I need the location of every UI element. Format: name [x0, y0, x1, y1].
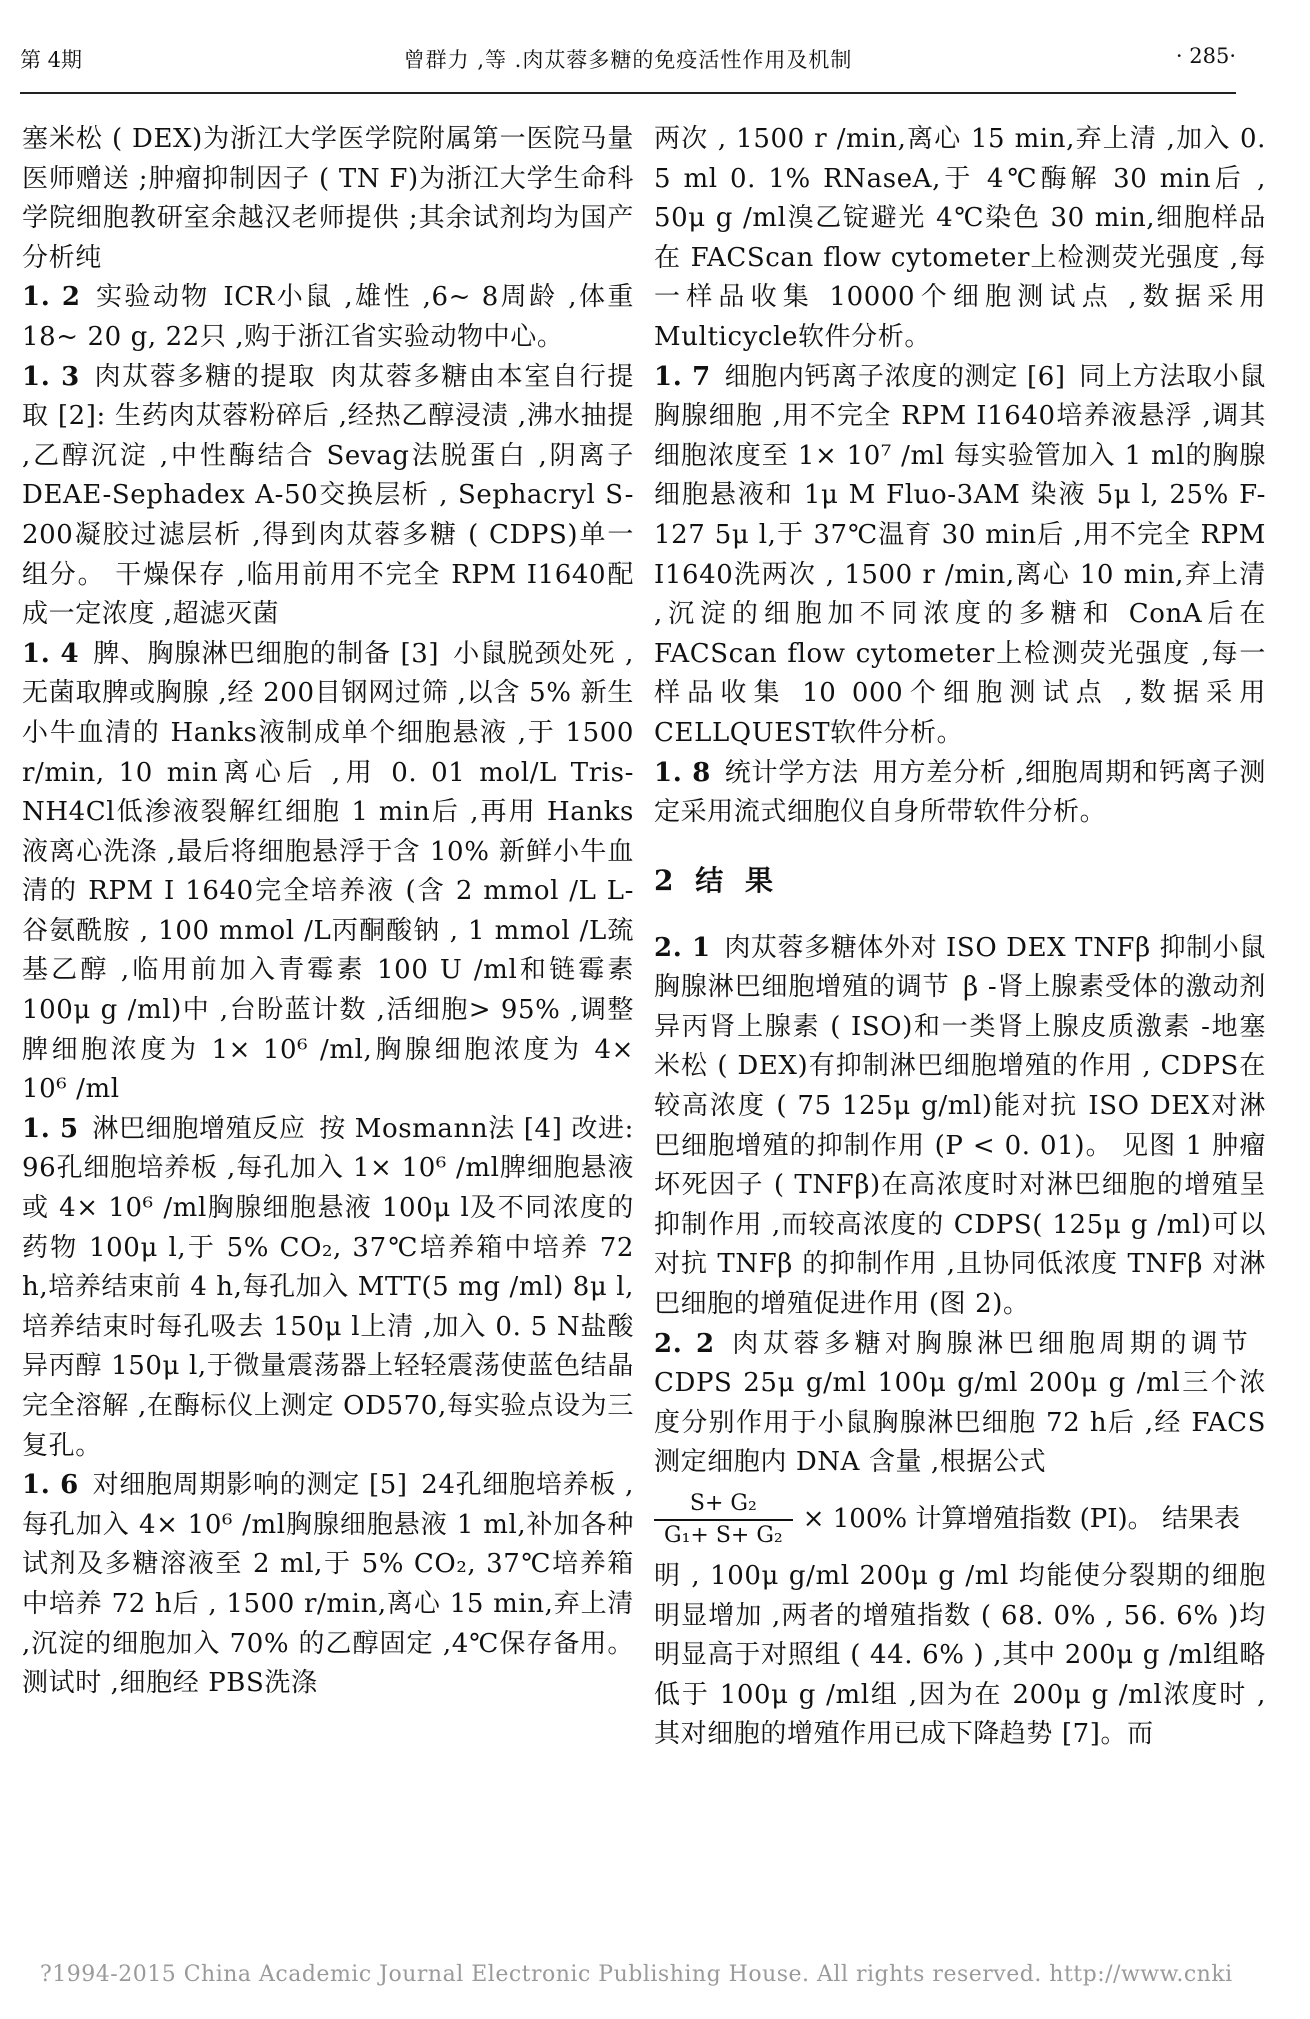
- fraction-denominator: G₁+ S+ G₂: [654, 1519, 793, 1551]
- header-rule: [20, 92, 1236, 94]
- formula-text: × 100% 计算增殖指数 (PI)。 结果表: [802, 1504, 1240, 1535]
- subsection-heading: 实验动物: [94, 282, 210, 313]
- subsection-heading: 肉苁蓉多糖的提取: [93, 361, 316, 392]
- subsection-number: 1. 7: [654, 361, 711, 392]
- right-column: [654, 120, 1266, 1755]
- fraction-numerator: S+ G₂: [689, 1491, 757, 1516]
- proliferation-index-formula: [654, 1489, 1266, 1551]
- subsection-1-7: 1. 7 细胞内钙离子浓度的测定 [6] 同上方法取小鼠胸腺细胞 ,用不完全 RPM I1640培养液悬浮 ,调其细胞浓度至 1× 10⁷ /ml 每实验管加入 1 ml的胸腺细胞悬液和 1μ M Fluo-3AM 染液 5μ l, 25% F-127 5μ l,于 37℃温育 30 min后 ,用不完全 RPM I1640洗两次 , 1500 r /min,离心 10 min,弃上清 ,沉淀的细胞加不同浓度的多糖和 ConA后在 FACScan flow cytometer上检测荧光强度 ,每一样品收集 10 000个细胞测试点 ,数据采用 CELLQUEST软件分析。: [654, 361, 1266, 748]
- left-column: [22, 120, 634, 1704]
- subsection-heading: 细胞内钙离子浓度的测定 [6]: [724, 361, 1066, 392]
- subsection-1-8: 1. 8 统计学方法 用方差分析 ,细胞周期和钙离子测定采用流式细胞仪自身所带软件分析。: [654, 757, 1266, 828]
- subsection-heading: 淋巴细胞增殖反应: [92, 1113, 306, 1144]
- subsection-1-4: 1. 4 脾、胸腺淋巴细胞的制备 [3] 小鼠脱颈处死 ,无菌取脾或胸腺 ,经 200目钢网过筛 ,以含 5% 新生小牛血清的 Hanks液制成单个细胞悬液 ,于 1500 r/min, 10 min离心后 ,用 0. 01 mol/L Tris-NH4Cl低渗液裂解红细胞 1 min后 ,再用 Hanks 液离心洗涤 ,最后将细胞悬浮于含 10% 新鲜小牛血清的 RPM I 1640完全培养液 (含 2 mmol /L L-谷氨酰胺 , 100 mmol /L丙酮酸钠 , 1 mmol /L巯基乙醇 ,临用前加入青霉素 100 U /ml和链霉素 100μ g /ml)中 ,台盼蓝计数 ,活细胞> 95% ,调整脾细胞浓度为 1× 10⁶ /ml,胸腺细胞浓度为 4× 10⁶ /ml: [22, 638, 634, 1105]
- subsection-2-2: 2. 2 肉苁蓉多糖对胸腺淋巴细胞周期的调节 CDPS 25μ g/ml 100μ g/ml 200μ g /ml三个浓度分别作用于小鼠胸腺淋巴细胞 72 h后 ,经 FACS 测定细胞内 DNA 含量 ,根据公式: [654, 1328, 1266, 1478]
- subsection-number: 1. 4: [22, 638, 80, 669]
- subsection-2-1: 2. 1 肉苁蓉多糖体外对 ISO DEX TNFβ 抑制小鼠胸腺淋巴细胞增殖的调节 β -肾上腺素受体的激动剂异丙肾上腺素 ( ISO)和一类肾上腺皮质激素 -地塞米松 ( DEX)有抑制淋巴细胞增殖的作用 , CDPS在较高浓度 ( 75 125μ g/ml)能对抗 ISO DEX对淋巴细胞增殖的抑制作用 (P < 0. 01)。 见图 1 肿瘤坏死因子 ( TNFβ)在高浓度时对淋巴细胞的增殖呈抑制作用 ,而较高浓度的 CDPS( 125μ g /ml)可以对抗 TNFβ 的抑制作用 ,且协同低浓度 TNFβ 对淋巴细胞的增殖促进作用 (图 2)。: [654, 932, 1266, 1320]
- paragraph: 两次 , 1500 r /min,离心 15 min,弃上清 ,加入 0. 5 ml 0. 1% RNaseA,于 4℃酶解 30 min后 , 50μ g /ml溴乙锭避光 4℃染色 30 min,细胞样品在 FACScan flow cytometer上检测荧光强度 ,每一样品收集 10000个细胞测试点 ,数据采用 Multicycle软件分析。: [654, 124, 1266, 352]
- subsection-number: 1. 5: [22, 1113, 79, 1144]
- subsection-heading: 统计学方法: [724, 757, 859, 788]
- running-title: 曾群力 ,等 .肉苁蓉多糖的免疫活性作用及机制: [403, 48, 853, 72]
- subsection-heading: 肉苁蓉多糖体外对 ISO DEX TNFβ 抑制小鼠胸腺淋巴细胞增殖的调节: [654, 932, 1266, 1003]
- subsection-number: 1. 2: [22, 282, 81, 313]
- subsection-1-3: 1. 3 肉苁蓉多糖的提取 肉苁蓉多糖由本室自行提取 [2]: 生药肉苁蓉粉碎后 ,经热乙醇浸渍 ,沸水抽提 ,乙醇沉淀 ,中性酶结合 Sevag法脱蛋白 ,阴离子 DEAE-Sephadex A-50交换层析 , Sephacryl S-200凝胶过滤层析 ,得到肉苁蓉多糖 ( CDPS)单一组分。 干燥保存 ,临用前用不完全 RPM I1640配成一定浓度 ,超滤灭菌: [22, 361, 634, 630]
- paragraph: 明 , 100μ g/ml 200μ g /ml 均能使分裂期的细胞明显增加 ,两者的增殖指数 ( 68. 0% , 56. 6% )均明显高于对照组 ( 44. 6% ) ,其中 200μ g /ml组略低于 100μ g /ml组 ,因为在 200μ g /ml浓度时 ,其对细胞的增殖作用已成下降趋势 [7]。而: [654, 1561, 1266, 1750]
- fraction: [654, 1489, 793, 1551]
- subsection-heading: 脾、胸腺淋巴细胞的制备 [3]: [92, 638, 440, 669]
- subsection-1-5: 1. 5 淋巴细胞增殖反应 按 Mosmann法 [4] 改进: 96孔细胞培养板 ,每孔加入 1× 10⁶ /ml脾细胞悬液或 4× 10⁶ /ml胸腺细胞悬液 100μ l及不同浓度的药物 100μ l,于 5% CO₂, 37℃培养箱中培养 72 h,培养结束前 4 h,每孔加入 MTT(5 mg /ml) 8μ l,培养结束时每孔吸去 150μ l上清 ,加入 0. 5 N盐酸异丙醇 150μ l,于微量震荡器上轻轻震荡使蓝色结晶完全溶解 ,在酶标仪上测定 OD570,每实验点设为三复孔。: [22, 1113, 634, 1461]
- subsection-1-6: 1. 6 对细胞周期影响的测定 [5] 24孔细胞培养板 ,每孔加入 4× 10⁶ /ml胸腺细胞悬液 1 ml,补加各种试剂及多糖溶液至 2 ml,于 5% CO₂, 37℃培养箱中培养 72 h后 , 1500 r/min,离心 15 min,弃上清 ,沉淀的细胞加入 70% 的乙醇固定 ,4℃保存备用。 测试时 ,细胞经 PBS洗涤: [22, 1470, 634, 1699]
- subsection-number: 1. 8: [654, 757, 711, 788]
- section-title: 2 结 果: [654, 863, 779, 897]
- paragraph: 塞米松 ( DEX)为浙江大学医学院附属第一医院马量医师赠送 ;肿瘤抑制因子 ( TN F)为浙江大学生命科学院细胞教研室余越汉老师提供 ;其余试剂均为国产分析纯: [22, 124, 634, 273]
- subsection-heading: 肉苁蓉多糖对胸腺淋巴细胞周期的调节: [728, 1328, 1253, 1359]
- subsection-number: 2. 1: [654, 932, 711, 963]
- subsection-number: 1. 6: [22, 1470, 79, 1501]
- page-number: · 285·: [1175, 44, 1236, 68]
- issue-number: 第 4期: [20, 48, 83, 72]
- running-header: [20, 44, 1236, 88]
- subsection-1-2: 1. 2 实验动物 ICR小鼠 ,雄性 ,6~ 8周龄 ,体重 18~ 20 g, 22只 ,购于浙江省实验动物中心。: [22, 282, 635, 352]
- copyright-watermark: ?1994-2015 China Academic Journal Electronic Publishing House. All rights reserved. http://www.cnki: [40, 1962, 1233, 1987]
- subsection-heading: 对细胞周期影响的测定 [5]: [92, 1470, 408, 1501]
- subsection-number: 2. 2: [654, 1328, 715, 1359]
- subsection-number: 1. 3: [22, 361, 80, 392]
